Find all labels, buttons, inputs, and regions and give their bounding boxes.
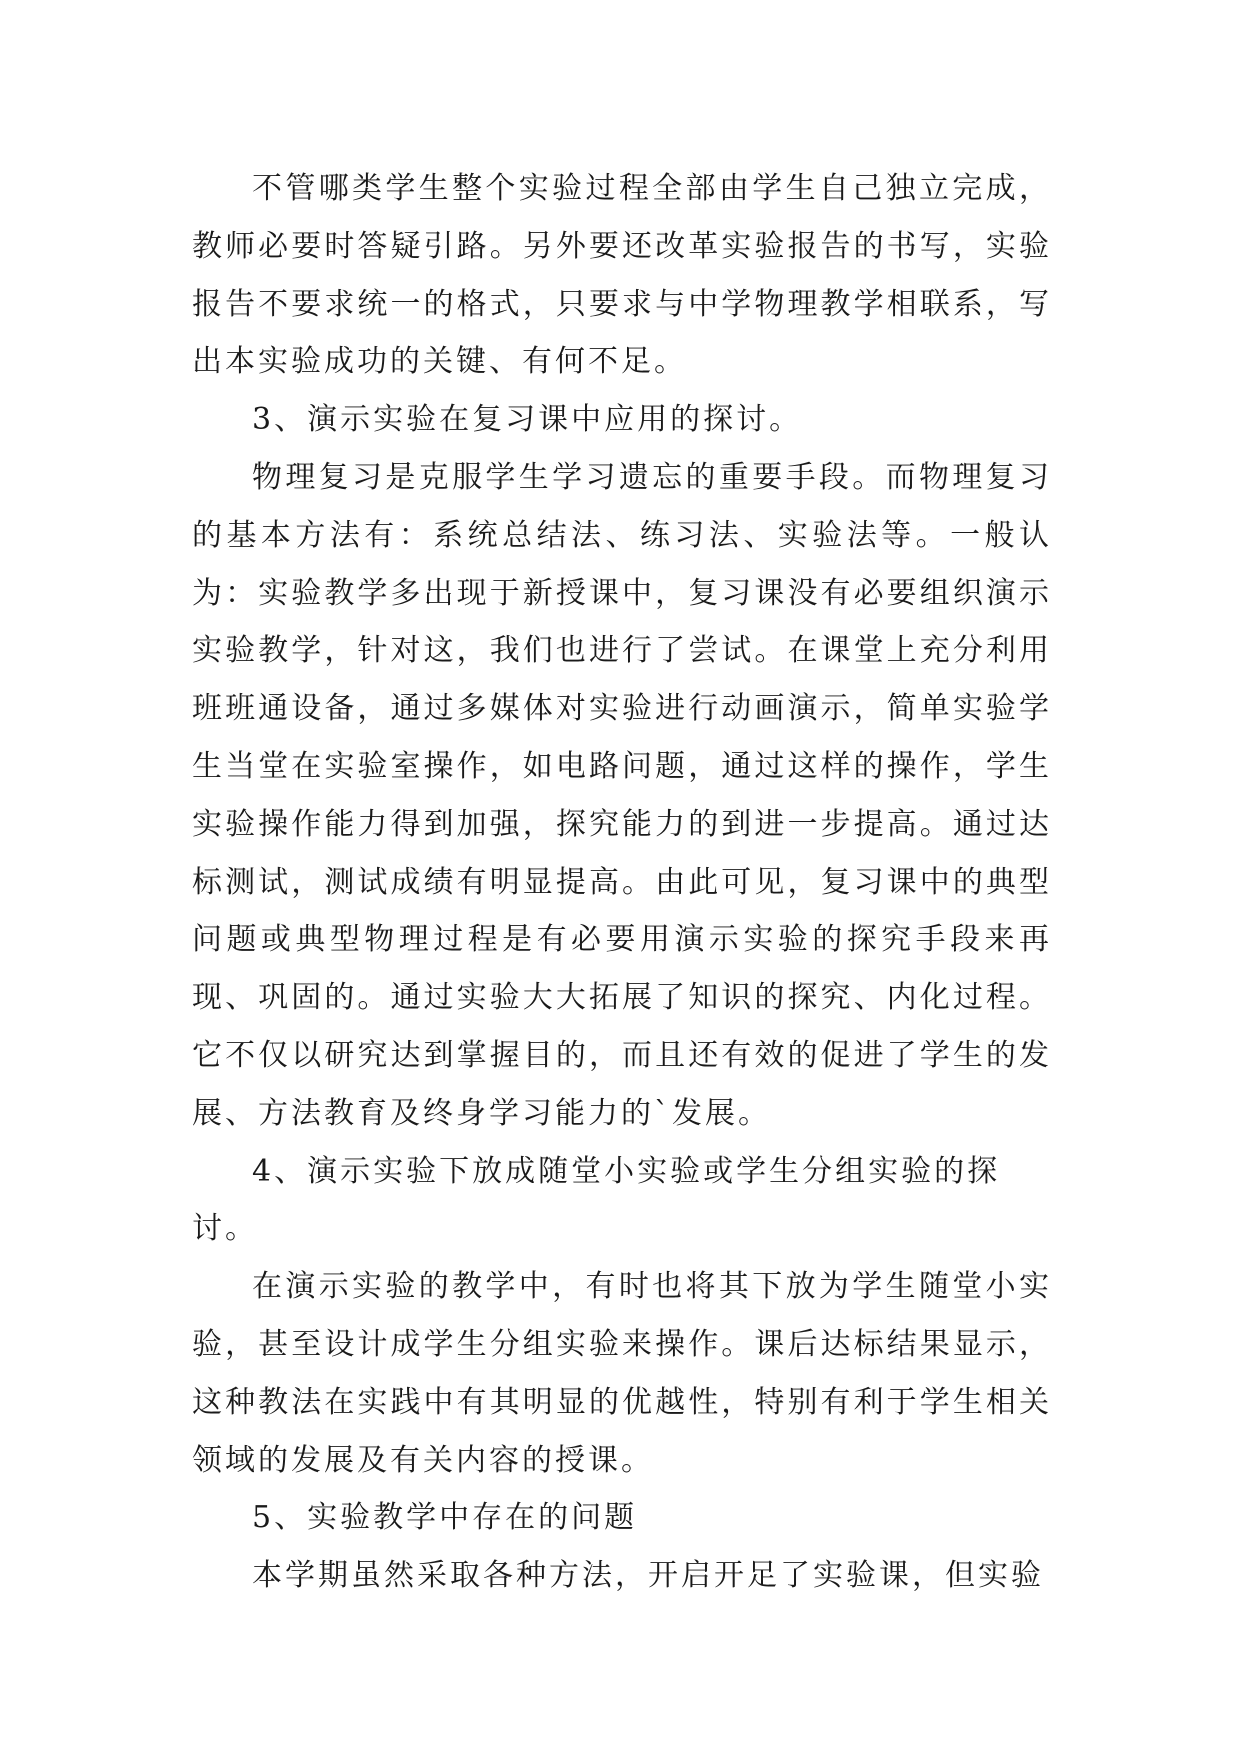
section-heading: 5、实验教学中存在的问题 xyxy=(252,1500,638,1536)
document-page xyxy=(192,160,1052,1605)
body-paragraph: 在演示实验的教学中，有时也将其下放为学生随堂小实验，甚至设计成学生分组实验来操作。课后达标结果显示，这种教法在实践中有其明显的优越性，特别有利于学生相关领域的发展及有关内容的授课。 xyxy=(192,1269,1052,1478)
body-paragraph: 不管哪类学生整个实验过程全部由学生自己独立完成，教师必要时答疑引路。另外要还改革实验报告的书写，实验报告不要求统一的格式，只要求与中学物理教学相联系，写出本实验成功的关键、有何不足。 xyxy=(192,171,1052,380)
section-heading: 4、演示实验下放成随堂小实验或学生分组实验的探讨。 xyxy=(192,1153,1001,1247)
section-heading: 3、演示实验在复习课中应用的探讨。 xyxy=(252,402,803,438)
body-paragraph: 本学期虽然采取各种方法，开启开足了实验课，但实验 xyxy=(252,1558,1044,1594)
body-paragraph: 物理复习是克服学生学习遗忘的重要手段。而物理复习的基本方法有：系统总结法、练习法、实验法等。一般认为：实验教学多出现于新授课中，复习课没有必要组织演示实验教学，针对这，我们也进行了尝试。在课堂上充分利用班班通设备，通过多媒体对实验进行动画演示，简单实验学生当堂在实验室操作，如电路问题，通过这样的操作，学生实验操作能力得到加强，探究能力的到进一步提高。通过达标测试，测试成绩有明显提高。由此可见，复习课中的典型问题或典型物理过程是有必要用演示实验的探究手段来再现、巩固的。通过实验大大拓展了知识的探究、内化过程。它不仅以研究达到掌握目的，而且还有效的促进了学生的发展、方法教育及终身学习能力的`发展。 xyxy=(192,459,1052,1131)
